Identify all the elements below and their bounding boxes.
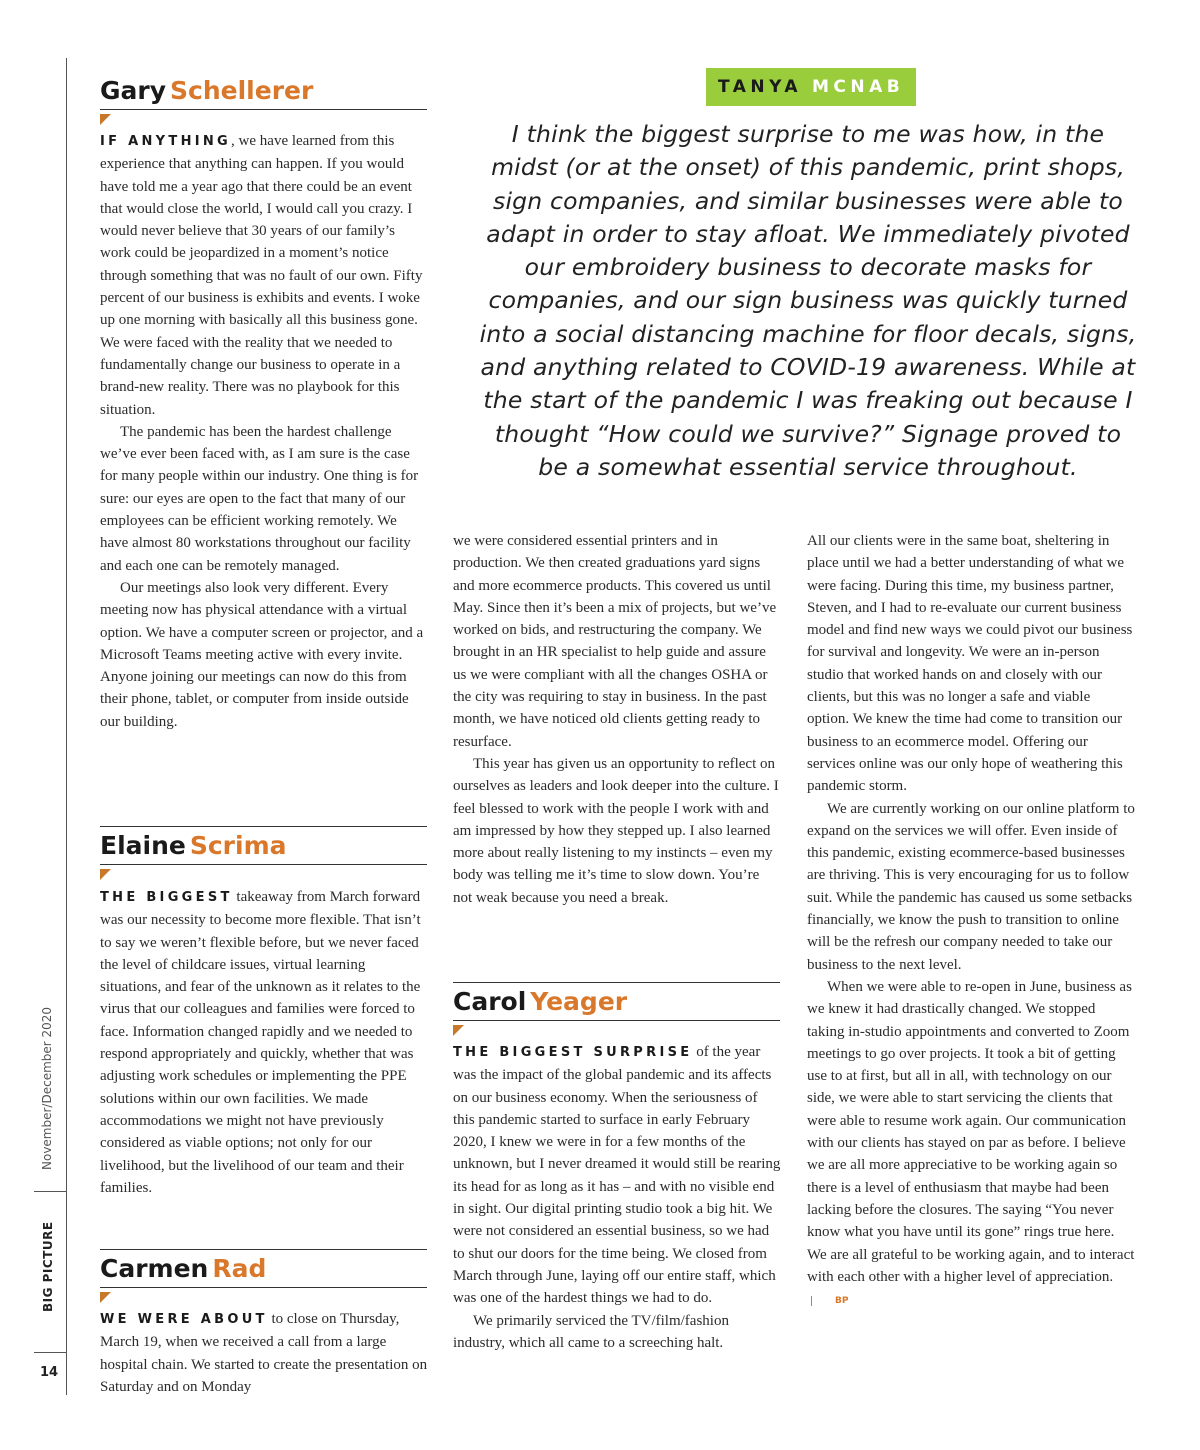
tanya-quote: I think the biggest surprise to me was how, in the midst (or at the onset) of this pandemic, print shops, sign companies, and similar businesses were able to adapt in order to stay afloat. We immediately pivoted our embroidery business to decorate masks for companies, and our sign business was quickly turned into a social distancing machine for floor decals, signs, and anything related to COVID-19 awareness. While at the start of the pandemic I was freaking out because I thought “How could we survive?” Signage proved to be a somewhat essential service throughout. [479,120,1137,481]
gary-first-name: Gary [100,76,167,105]
tanya-last-name: MCNAB [812,77,905,97]
elaine-heading [100,831,427,865]
elaine-paragraph-1-text: takeaway from March forward was our necessity to become more flexible. That isn’t to say we weren’t flexible before, but we never faced the level of childcare issues, virtual learning situations, and fear of the unknown as it relates to the virus that our colleagues and families were forced to face. Information changed rapidly and we needed to respond appropriately and quickly, whether that was adjusting work schedules or implementing the PPE solutions within our own facilities. We made accommodations we might not have previously considered as viable options; not only for our livelihood, but the livelihood of our team and their families. [100,889,421,1196]
carol-heading-marker [453,1025,464,1036]
carol-paragraph-4: We are currently working on our online platform to expand on the services we will offer. Even inside of this pandemic, existing ecommerce-based businesses are thriving. This is very encouraging for us to follow suit. While the pandemic has caused us some setbacks financially, we know the push to transition to online will be the refresh our company needed to take our business to the next level. [807,800,1135,973]
carmen-lead-in: WE WERE ABOUT [100,1312,268,1327]
gary-last-name: Schellerer [170,76,314,105]
carol-paragraph-5-text: When we were able to re-open in June, business as we knew it had drastically changed. We stopped taking in-studio appointments and converted to Zoom meetings to go over projects. It took a bit of getting use to at first, but all in all, with technology on our side, we were able to start servicing the clients that were able to resume work again. Our communication with our clients has stayed on par as before. I believe we are all more appreciative to be working again so there is a level of enthusiasm that maybe had been lacking before the closures. The saying “You never know what you have until its gone” rings true here. We are all grateful to be working again, and to interact with each other with a higher level of appreciation. [807,978,1135,1285]
tanya-name-tag [706,68,916,106]
carol-body-continued [807,530,1136,1310]
gary-paragraph-1 [100,130,428,421]
carol-paragraph-1-text: of the year was the impact of the global pandemic and its affects on our business economy. When the seriousness of this pandemic started to surface in early February 2020, I knew we were in for a few months of the unknown, but I never dreamed it would still be rearing its head for as long as it has – and with no visible end in sight. Our digital printing studio took a big hit. We were not considered an essential business, so we had to shut our doors for the time being. We closed from March through June, laying off our entire staff, which was one of the hardest things we had to do. [453,1044,781,1307]
carmen-paragraph-3: This year has given us an opportunity to reflect on ourselves as leaders and look deeper into the culture. I feel blessed to work with the people I work with and am impressed by how they stepped up. I also learned more about really listening to my instincts – even my body was telling me it’s time to slow down. You’re not weak because you need a break. [453,755,779,906]
margin-tick-rule [34,1191,66,1192]
carol-first-name: Carol [453,987,527,1016]
gary-heading-marker [100,114,111,125]
issue-date: November/December 2020 [40,1006,54,1170]
elaine-heading-marker [100,869,111,880]
gary-body [100,130,428,733]
page-number: 14 [40,1365,59,1380]
gary-lead-in: IF ANYTHING [100,134,232,149]
carmen-paragraph-1-text: to close on Thursday, March 19, when we received a call from a large hospital chain. We started to create the presentation on Saturday and on Monday [100,1311,428,1395]
bp-end-mark: BP [811,1296,848,1306]
carmen-body-continued [453,530,781,909]
section-name: BIG PICTURE [41,1221,55,1312]
elaine-top-rule [100,826,427,827]
elaine-lead-in: THE BIGGEST [100,890,233,905]
elaine-body [100,886,428,1199]
carol-paragraph-5 [807,976,1136,1310]
carol-paragraph-3: All our clients were in the same boat, sheltering in place until we had a better understanding of what we were facing. During this time, my business partner, Steven, and I had to re-evaluate our current business model and find new ways we could pivot our business for survival and longevity. We were an in-person studio that worked hands on and closely with our clients, but this was no longer a safe and viable option. We knew the time had come to transition our business to an ecommerce model. Offering our services online was our only hope of weathering this pandemic storm. [807,533,1133,795]
carmen-body-start [100,1308,428,1398]
carmen-first-name: Carmen [100,1254,209,1283]
carol-lead-in: THE BIGGEST SURPRISE [453,1045,693,1060]
carmen-heading [100,1254,427,1288]
gary-paragraph-2: The pandemic has been the hardest challenge we’ve ever been faced with, as I am sure is the case for many people within our industry. One thing is for sure: our eyes are open to the fact that many of our employees can be efficient working remotely. We have almost 80 workstations throughout our facility and each one can be remotely managed. [100,423,419,574]
carmen-heading-marker [100,1292,111,1303]
carol-top-rule [453,982,780,983]
carmen-last-name: Rad [212,1254,267,1283]
margin-rule [66,58,67,1395]
carmen-top-rule [100,1249,427,1250]
gary-paragraph-1-text: , we have learned from this experience that anything can happen. If you would have told me a year ago that there could be an event that would close the world, I would call you crazy. I would never believe that 30 years of our family’s work could be jeopardized in a moment’s notice through something that was no fault of our own. Fifty percent of our business is exhibits and events. I woke up one morning with basically all this business gone. We were faced with the reality that we needed to fundamentally change our business to operate in a brand-new reality. There was no playbook for this situation. [100,133,423,418]
carol-body-start [453,1041,781,1354]
elaine-first-name: Elaine [100,831,186,860]
carmen-paragraph-1 [100,1308,428,1398]
carol-heading [453,987,780,1021]
carol-paragraph-1 [453,1041,781,1310]
elaine-last-name: Scrima [189,831,287,860]
carol-paragraph-2: We primarily serviced the TV/film/fashion industry, which all came to a screeching halt. [453,1312,729,1351]
carol-last-name: Yeager [530,987,628,1016]
tanya-first-name: TANYA [718,77,803,97]
elaine-paragraph-1 [100,886,428,1199]
carmen-paragraph-2: we were considered essential printers and in production. We then created graduations yard signs and more ecommerce products. This covered us until May. Since then it’s been a mix of projects, but we’ve worked on bids, and restructuring the company. We brought in an HR specialist to help guide and assure us we were compliant with all the changes OSHA or the city was requiring to stay in business. In the past month, we have noticed old clients getting ready to resurface. [453,533,777,750]
gary-paragraph-3: Our meetings also look very different. Every meeting now has physical attendance with a virtual option. We have a computer screen or projector, and a Microsoft Teams meeting active with every invite. Anyone joining our meetings can now do this from their phone, tablet, or computer from inside outside our building. [100,579,424,730]
gary-heading [100,76,427,110]
margin-tick-rule-lower [34,1352,66,1353]
